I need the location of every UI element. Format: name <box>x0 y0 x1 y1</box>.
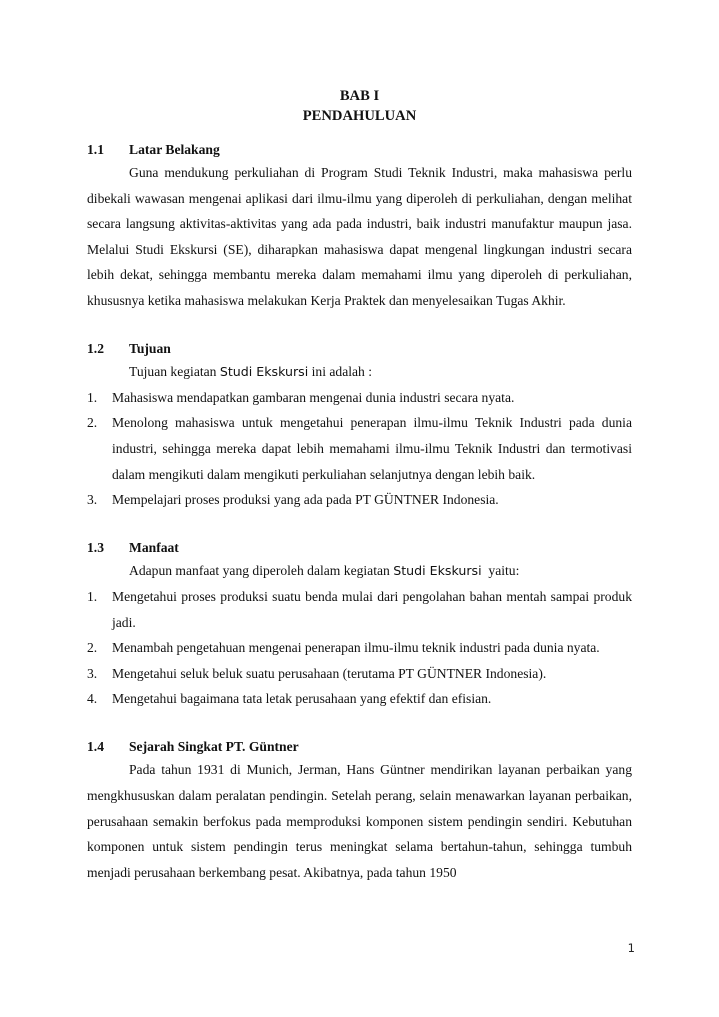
section-number: 1.3 <box>87 540 104 556</box>
list-item-text: Mahasiswa mendapatkan gambaran mengenai dunia industri secara nyata. <box>112 389 515 405</box>
section-manfaat <box>87 538 632 712</box>
page-number: 1 <box>627 941 635 955</box>
intro-text-after: ini adalah : <box>308 364 373 380</box>
section-heading <box>87 140 632 160</box>
list-item-number: 1. <box>87 588 98 604</box>
list-item-text: Menolong mahasiswa untuk mengetahui penerapan ilmu-ilmu Teknik Industri pada dunia industri, sehingga mereka dapat lebih memahami ilmu-ilmu Teknik Industri dan termotivasi dalam mengikuti dalam mengikuti perkuliahan selanjutnya dengan lebih baik. <box>112 415 632 482</box>
spacer <box>87 712 632 738</box>
section-intro <box>87 359 632 385</box>
section-number: 1.2 <box>87 341 104 357</box>
section-heading <box>87 538 632 558</box>
section-title: Manfaat <box>129 540 179 556</box>
intro-text-after: yaitu: <box>481 563 520 579</box>
list-item-text: Mengetahui bagaimana tata letak perusahaan yang efektif dan efisian. <box>112 691 492 707</box>
section-number: 1.1 <box>87 142 104 157</box>
section-title: Sejarah Singkat PT. Güntner <box>129 739 299 755</box>
list-item-number: 1. <box>87 389 98 405</box>
list-item <box>87 584 632 635</box>
section-title: Tujuan <box>129 341 171 357</box>
section-title: Latar Belakang <box>129 142 220 157</box>
list-item <box>87 661 632 687</box>
list-item-text: Mengetahui proses produksi suatu benda mulai dari pengolahan bahan mentah sampai produk jadi. <box>112 588 632 630</box>
list-item-number: 2. <box>87 640 98 656</box>
list-item-number: 3. <box>87 492 98 508</box>
list-item <box>87 635 632 661</box>
section-tujuan <box>87 339 632 513</box>
intro-text-before: Adapun manfaat yang diperoleh dalam kegiatan <box>129 563 394 579</box>
chapter-name: PENDAHULUAN <box>302 108 417 124</box>
intro-term: Studi Ekskursi <box>393 563 482 579</box>
tujuan-list <box>87 385 632 513</box>
list-item <box>87 686 632 712</box>
spacer <box>87 513 632 539</box>
list-item-number: 3. <box>87 665 98 681</box>
list-item-number: 4. <box>87 691 98 707</box>
list-item-text: Mempelajari proses produksi yang ada pada PT GÜNTNER Indonesia. <box>112 492 499 508</box>
chapter-number: BAB I <box>339 88 380 104</box>
list-item-text: Mengetahui seluk beluk suatu perusahaan (terutama PT GÜNTNER Indonesia). <box>112 665 547 681</box>
manfaat-list <box>87 584 632 712</box>
section-heading <box>87 339 632 359</box>
list-item <box>87 410 632 487</box>
spacer <box>87 314 632 340</box>
list-item-number: 2. <box>87 415 98 431</box>
section-number: 1.4 <box>87 739 104 755</box>
intro-text-before: Tujuan kegiatan <box>129 364 220 380</box>
list-item <box>87 487 632 513</box>
chapter-title <box>87 86 632 126</box>
section-latar-belakang <box>87 140 632 314</box>
intro-term: Studi Ekskursi <box>219 364 309 380</box>
list-item <box>87 385 632 411</box>
section-paragraph: Guna mendukung perkuliahan di Program Studi Teknik Industri, maka mahasiswa perlu dibekali wawasan mengenai aplikasi dari ilmu-ilmu yang diperoleh di perkuliahan, dengan melihat secara langsung aktivitas-aktivitas yang ada pada industri, baik industri manufaktur maupun jasa. Melalui Studi Ekskursi (SE), diharapkan mahasiswa dapat mengenal lingkungan industri secara lebih dekat, sehingga membantu mereka dalam memahami ilmu yang diperoleh di perkuliahan, khususnya ketika mahasiswa melakukan Kerja Praktek dan menyelesaikan Tugas Akhir. <box>87 165 632 308</box>
section-heading <box>87 737 632 757</box>
section-paragraph: Pada tahun 1931 di Munich, Jerman, Hans Güntner mendirikan layanan perbaikan yang mengkhususkan dalam peralatan pendingin. Setelah perang, selain menawarkan layanan perbaikan, perusahaan semakin berfokus pada memproduksi komponen sistem pendingin sendiri. Kebutuhan komponen untuk sistem pendingin terus meningkat selama bertahun-tahun, sehingga tumbuh menjadi perusahaan berkembang pesat. Akibatnya, pada tahun 1950 <box>87 762 632 880</box>
section-sejarah <box>87 737 632 885</box>
section-intro <box>87 558 632 584</box>
page-content <box>87 86 632 885</box>
list-item-text: Menambah pengetahuan mengenai penerapan ilmu-ilmu teknik industri pada dunia nyata. <box>112 640 600 656</box>
